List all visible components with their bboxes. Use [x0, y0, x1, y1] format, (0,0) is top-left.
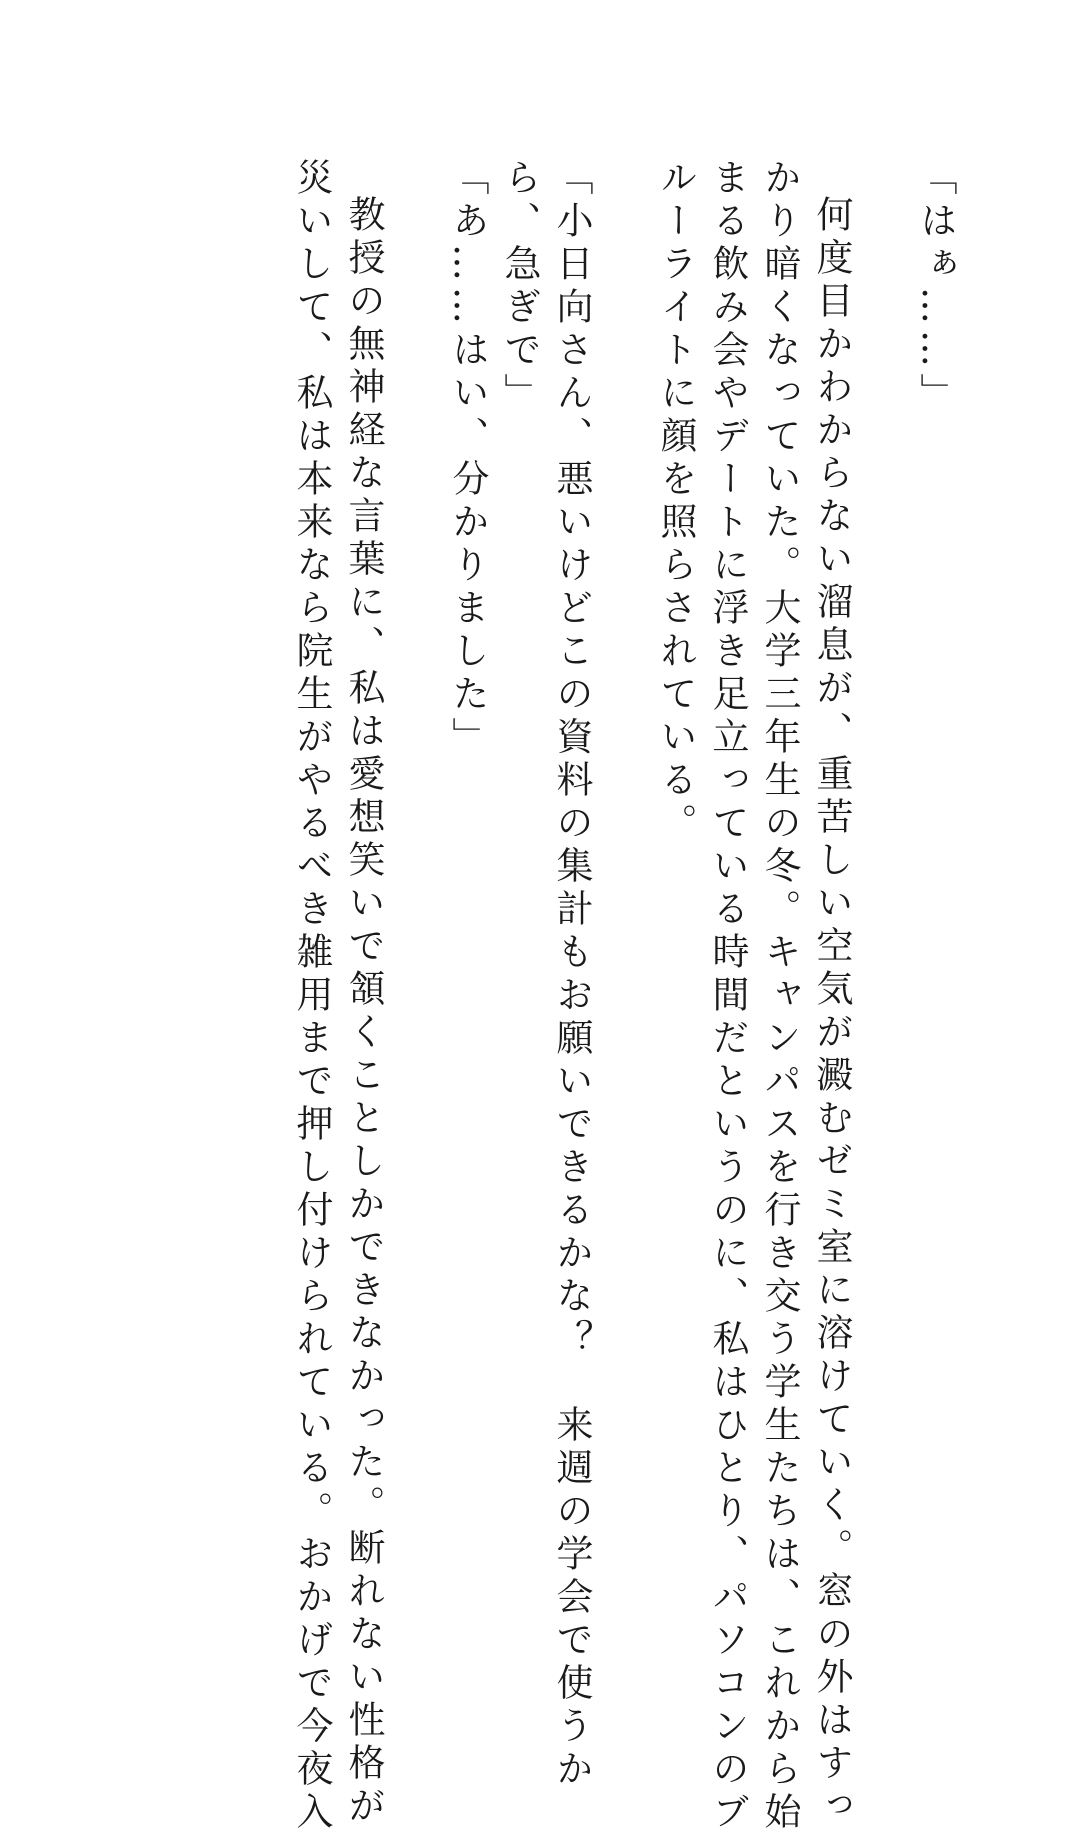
dialogue-line-sigh: 「はぁ……」	[914, 158, 957, 416]
paragraph-line-1: 何度目かわからない溜息が、重苦しい空気が澱むゼミ室に溶けていく。窓の外はすっ	[810, 195, 853, 1829]
vertical-text-body	[285, 158, 961, 1835]
paragraph-line-2: かり暗くなっていた。大学三年生の冬。キャンパスを行き交う学生たちは、これから始	[758, 158, 801, 1835]
dialogue-line-reply: 「あ……はい、分かりました」	[446, 158, 489, 760]
paragraph-line-6: 災いして、私は本来なら院生がやるべき雑用まで押し付けられている。おかげで今夜入	[290, 158, 333, 1835]
dialogue-line-professor-2: ら、急ぎで」	[498, 158, 541, 416]
paragraph-line-5: 教授の無神経な言葉に、私は愛想笑いで頷くことしかできなかった。断れない性格が	[342, 195, 385, 1829]
dialogue-line-professor-1: 「小日向さん、悪いけどこの資料の集計もお願いできるかな？ 来週の学会で使うか	[550, 158, 593, 1792]
paragraph-line-4: ルーライトに顔を照らされている。	[654, 158, 697, 846]
paragraph-line-3: まる飲み会やデートに浮き足立っている時間だというのに、私はひとり、パソコンのブ	[706, 158, 749, 1835]
